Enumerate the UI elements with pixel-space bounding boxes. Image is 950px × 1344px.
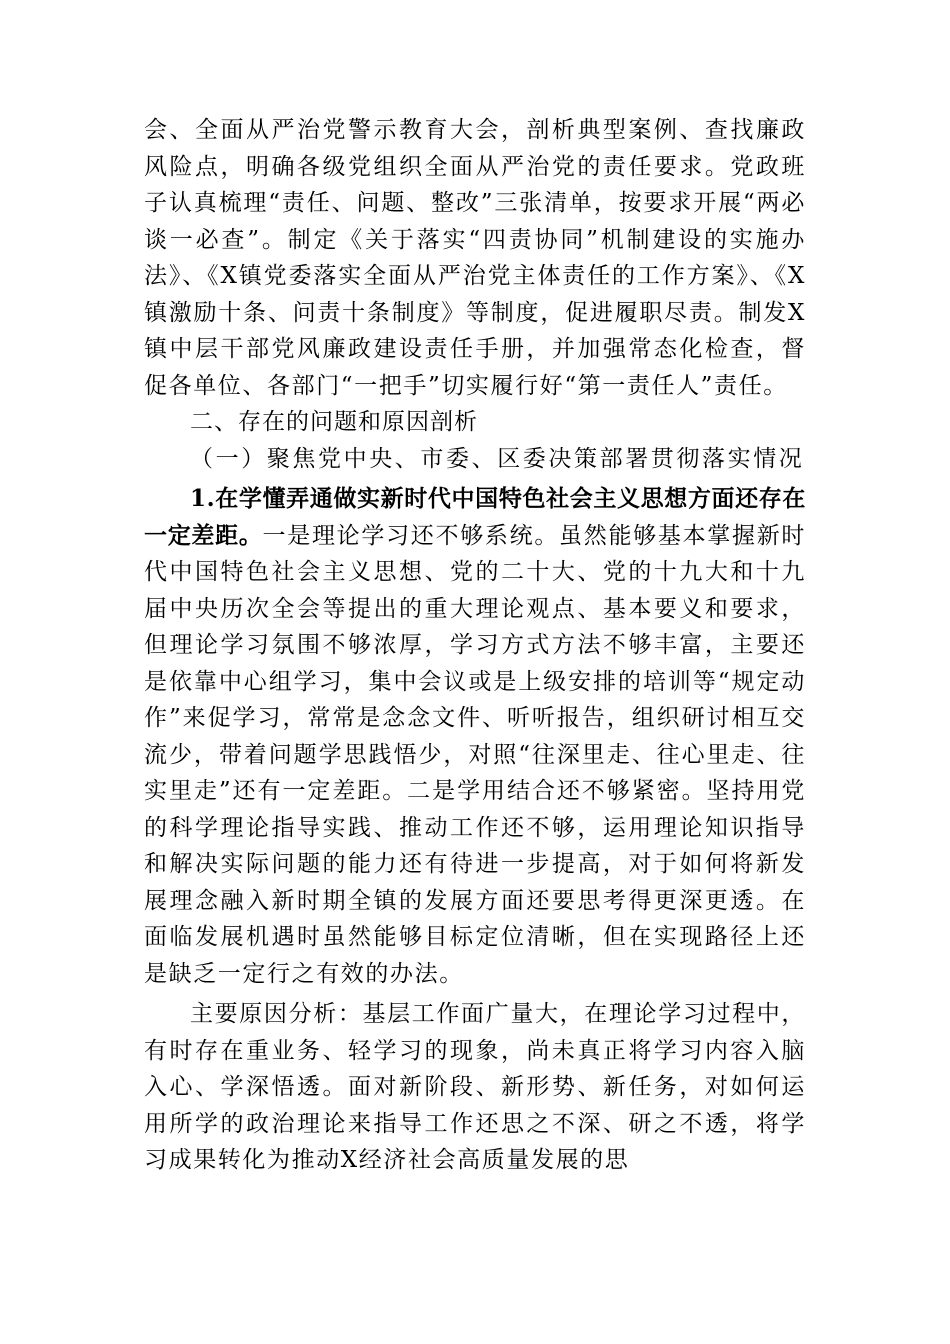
point-1-lead: 1.在学懂弄通做实新时代中国特色社会主义思想方面还存在一定差距。 <box>144 485 806 549</box>
document-page <box>144 112 806 1179</box>
section-heading: 二、存在的问题和原因剖析 <box>190 409 478 435</box>
paragraph-cause-analysis: 主要原因分析：基层工作面广量大，在理论学习过程中，有时存在重业务、轻学习的现象，尚未真正将学习内容入脑入心、学深悟透。面对新阶段、新形势、新任务，对如何运用所学的政治理论来指导工作还思之不深、研之不透，将学习成果转化为推动X经济社会高质量发展的思 <box>144 1001 806 1173</box>
paragraph-continued: 会、全面从严治党警示教育大会，剖析典型案例、查找廉政风险点，明确各级党组织全面从严治党的责任要求。党政班子认真梳理“责任、问题、整改”三张清单，按要求开展“两必谈一必查”。制定《关于落实“四责协同”机制建设的实施办法》、《X镇党委落实全面从严治党主体责任的工作方案》、《X镇激励十条、问责十条制度》等制度，促进履职尽责。制发X镇中层干部党风廉政建设责任手册，并加强常态化检查，督促各单位、各部门“一把手”切实履行好“第一责任人”责任。 <box>144 117 806 399</box>
point-1-body: 一是理论学习还不够系统。虽然能够基本掌握新时代中国特色社会主义思想、党的二十大、党的十九大和十九届中央历次全会等提出的重大理论观点、基本要义和要求，但理论学习氛围不够浓厚，学习方式方法不够丰富，主要还是依靠中心组学习，集中会议或是上级安排的培训等“规定动作”来促学习，常常是念念文件、听听报告，组织研讨相互交流少，带着问题学思践悟少，对照“往深里走、往心里走、往实里走”还有一定差距。二是学用结合还不够紧密。坚持用党的科学理论指导实践、推动工作还不够，运用理论知识指导和解决实际问题的能力还有待进一步提高，对于如何将新发展理念融入新时期全镇的发展方面还要思考得更深更透。在面临发展机遇时虽然能够目标定位清晰，但在实现路径上还是缺乏一定行之有效的办法。 <box>144 522 807 987</box>
subsection-heading: （一）聚焦党中央、市委、区委决策部署贯彻落实情况 <box>190 445 805 472</box>
paragraph-point-1 <box>144 481 806 992</box>
